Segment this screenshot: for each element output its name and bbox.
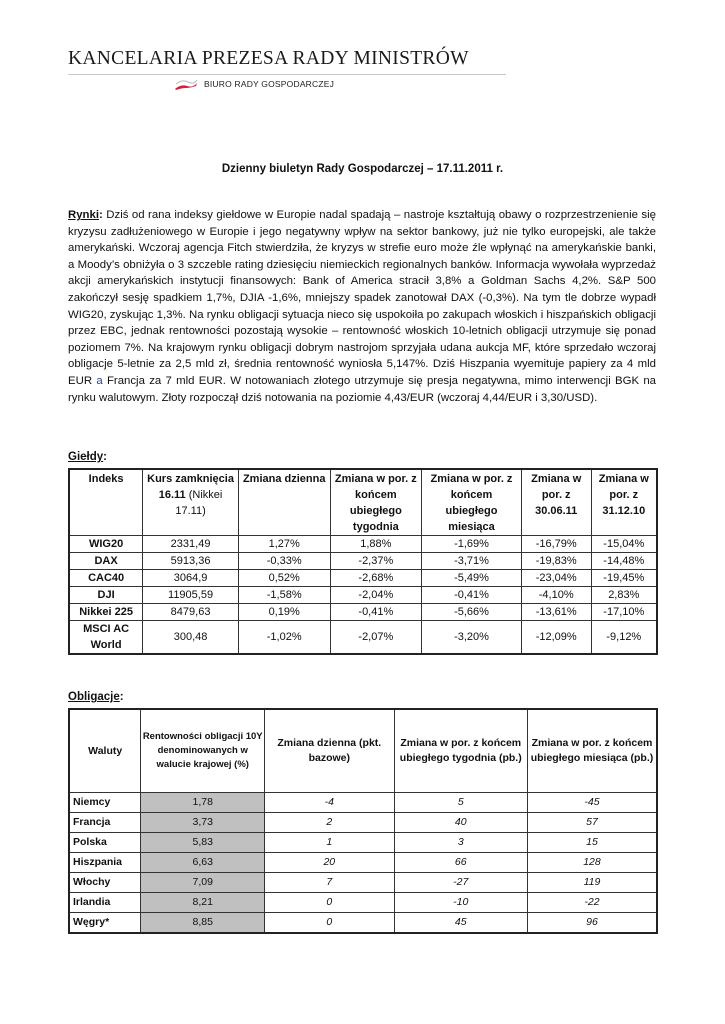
bonds-cell-country: Hiszpania [69, 853, 141, 873]
stocks-cell-daily: 1,27% [238, 536, 330, 553]
stocks-cell-week: -2,04% [330, 587, 422, 604]
col-daily: Zmiana dzienna [238, 469, 330, 536]
stocks-cell-since-jun: -13,61% [521, 604, 591, 621]
stocks-cell-month: -5,49% [422, 570, 522, 587]
stocks-cell-since-dec: -15,04% [591, 536, 657, 553]
stocks-cell-name: WIG20 [69, 536, 143, 553]
bonds-cell-month: 119 [527, 873, 657, 893]
department-name: BIURO RADY GOSPODARCZEJ [204, 79, 335, 89]
bonds-cell-yield: 8,21 [141, 893, 265, 913]
stocks-cell-daily: -0,33% [238, 553, 330, 570]
stocks-cell-daily: -1,58% [238, 587, 330, 604]
stocks-cell-close: 8479,63 [143, 604, 239, 621]
stocks-row [69, 604, 657, 621]
col-month: Zmiana w por. z końcem ubiegłego miesiąca [422, 469, 522, 536]
bonds-row [69, 853, 657, 873]
bonds-row [69, 893, 657, 913]
markets-paragraph: Rynki: Dziś od rana indeksy giełdowe w Europie nadal spadają – nastroje kształtują obawy o rozprzestrzenienie się kryzysu zadłużeniowego w Europie i jego negatywny wpływ na sektor bankowy, już nie tylko europejski, ale także amerykański. Wczoraj agencja Fitch stwierdziła, że kryzys w strefie euro może źle wpłynąć na amerykańskie banki, a Moody’s obniżyła o 3 szczeble rating dziesięciu niemieckich regionalnych banków. Informacja wywołała wyprzedaż akcji amerykańskich instytucji finansowych: Bank of America stracił 3,8% a Goldman Sachs 4,2%. S&P 500 zakończył sesję spadkiem 1,7%, DJIA -1,6%, mniejszy spadek zanotował DAX (-0,3%). Na tym tle dobrze wypadł WIG20, zyskując 1,3%. Na rynku obligacji sytuacja nieco się uspokoiła po zakupach włoskich i hiszpańskich obligacji przez EBC, jednak rentowności pozostają wysokie – rentowność włoskich 10-letnich obligacji utrzymuje się ponad poziomem 7%. Na krajowym rynku obligacji dobrym nastrojom sprzyjała udana aukcja MF, które sprzedało wczoraj obligacje 5-letnie za 2,5 mld zł, średnia rentowność wyniosła 5,147%. Dziś Hiszpania wyemituje papiery za 4 mld EUR a Francja za 7 mld EUR. W notowaniach złotego utrzymuje się presja negatywna, mimo interwencji BGK na rynku walutowym. Złoty rozpoczął dziś notowania na poziomie 4,43/EUR (wczoraj 4,44/EUR i 3,30/USD). [68, 209, 656, 404]
stocks-section-label: Giełdy: [68, 451, 107, 463]
stocks-cell-week: -0,41% [330, 604, 422, 621]
stocks-cell-name: Nikkei 225 [69, 604, 143, 621]
stocks-cell-month: -1,69% [422, 536, 522, 553]
stocks-cell-name: DJI [69, 587, 143, 604]
bonds-cell-month: -22 [527, 893, 657, 913]
col-currency: Waluty [69, 709, 141, 793]
bonds-cell-yield: 7,09 [141, 873, 265, 893]
stocks-row [69, 570, 657, 587]
bonds-cell-daily: -4 [265, 793, 394, 813]
stocks-cell-week: -2,68% [330, 570, 422, 587]
markets-label: Rynki [68, 209, 100, 221]
bonds-cell-yield: 5,83 [141, 833, 265, 853]
bonds-cell-month: 57 [527, 813, 657, 833]
stocks-cell-since-dec: -17,10% [591, 604, 657, 621]
stocks-row [69, 553, 657, 570]
letterhead [68, 48, 508, 89]
bonds-cell-daily: 1 [265, 833, 394, 853]
stocks-cell-week: 1,88% [330, 536, 422, 553]
stocks-cell-close: 3064,9 [143, 570, 239, 587]
stocks-cell-month: -0,41% [422, 587, 522, 604]
bonds-row [69, 793, 657, 813]
stocks-cell-daily: 0,52% [238, 570, 330, 587]
stocks-table [68, 468, 658, 655]
col-bond-daily: Zmiana dzienna (pkt. bazowe) [265, 709, 394, 793]
bonds-cell-daily: 20 [265, 853, 394, 873]
stocks-cell-since-jun: -16,79% [521, 536, 591, 553]
stocks-cell-name: CAC40 [69, 570, 143, 587]
stocks-header-row [69, 469, 657, 536]
col-since-dec: Zmiana w por. z 31.12.10 [591, 469, 657, 536]
stocks-cell-since-dec: -19,45% [591, 570, 657, 587]
polish-flag-ribbon-icon [174, 78, 198, 90]
bonds-cell-country: Włochy [69, 873, 141, 893]
bonds-cell-month: 15 [527, 833, 657, 853]
bonds-row [69, 873, 657, 893]
stocks-cell-since-jun: -12,09% [521, 621, 591, 655]
col-index: Indeks [69, 469, 143, 536]
stocks-cell-since-dec: -9,12% [591, 621, 657, 655]
bonds-row [69, 813, 657, 833]
department-row [174, 78, 334, 90]
bonds-cell-week: 66 [394, 853, 527, 873]
bonds-cell-week: 45 [394, 913, 527, 934]
bonds-cell-yield: 3,73 [141, 813, 265, 833]
stocks-cell-since-dec: -14,48% [591, 553, 657, 570]
stocks-cell-month: -3,20% [422, 621, 522, 655]
bonds-cell-daily: 0 [265, 913, 394, 934]
col-since-jun: Zmiana w por. z 30.06.11 [521, 469, 591, 536]
bonds-cell-week: 3 [394, 833, 527, 853]
bonds-header-row [69, 709, 657, 793]
bonds-cell-country: Węgry* [69, 913, 141, 934]
col-week: Zmiana w por. z końcem ubiegłego tygodnia [330, 469, 422, 536]
stocks-cell-name: MSCI AC World [69, 621, 143, 655]
stocks-cell-close: 5913,36 [143, 553, 239, 570]
stocks-cell-week: -2,07% [330, 621, 422, 655]
bulletin-title: Dzienny biuletyn Rady Gospodarczej – 17.11.2011 r. [221, 163, 504, 175]
stocks-cell-since-jun: -4,10% [521, 587, 591, 604]
bonds-cell-month: 128 [527, 853, 657, 873]
stocks-cell-name: DAX [69, 553, 143, 570]
stocks-cell-close: 300,48 [143, 621, 239, 655]
bonds-cell-yield: 6,63 [141, 853, 265, 873]
stocks-cell-since-dec: 2,83% [591, 587, 657, 604]
bonds-row [69, 833, 657, 853]
bonds-cell-week: -27 [394, 873, 527, 893]
bonds-cell-daily: 7 [265, 873, 394, 893]
organization-name: KANCELARIA PREZESA RADY MINISTRÓW [68, 48, 469, 69]
col-close: Kurs zamknięcia 16.11 (Nikkei 17.11) [143, 469, 239, 536]
stocks-row [69, 536, 657, 553]
bonds-cell-week: -10 [394, 893, 527, 913]
bonds-cell-country: Polska [69, 833, 141, 853]
stocks-row [69, 621, 657, 655]
bonds-cell-yield: 8,85 [141, 913, 265, 934]
stocks-cell-close: 11905,59 [143, 587, 239, 604]
stocks-cell-since-jun: -19,83% [521, 553, 591, 570]
bonds-cell-country: Francja [69, 813, 141, 833]
stocks-cell-month: -5,66% [422, 604, 522, 621]
col-bond-month: Zmiana w por. z końcem ubiegłego miesiąca (pb.) [527, 709, 657, 793]
markets-text-1: Dziś od rana indeksy giełdowe w Europie nadal spadają – nastroje kształtują obawy o rozprzestrzenienie się kryzysu zadłużeniowego w Europie i jego negatywny wpływ na sektor bankowy, już nie tylko europejski, ale także amerykański. Wczoraj agencja Fitch stwierdziła, że kryzys w strefie euro może źle wpłynąć na amerykańskie banki, a Moody’s obniżyła o 3 szczeble rating dziesięciu niemieckich regionalnych banków. Informacja wywołała wyprzedaż akcji amerykańskich instytucji finansowych: Bank of America stracił 3,8% a Goldman Sachs 4,2%. S&P 500 zakończył sesję spadkiem 1,7%, DJIA -1,6%, mniejszy spadek zanotował DAX (-0,3%). Na tym tle dobrze wypadł WIG20, zyskując 1,3%. Na rynku obligacji sytuacja nieco się uspokoiła po zakupach włoskich i hiszpańskich obligacji przez EBC, jednak rentowności pozostają wysokie – rentowność włoskich 10-letnich obligacji utrzymuje się ponad poziomem 7%. Na krajowym rynku obligacji dobrym nastrojom sprzyjała udana aukcja MF, które sprzedało wczoraj obligacje 5-letnie za 2,5 mld zł, średnia rentowność wyniosła 5,147%. Dziś Hiszpania wyemituje papiery za 4 mld EUR [68, 209, 656, 387]
bonds-cell-country: Irlandia [69, 893, 141, 913]
bonds-cell-yield: 1,78 [141, 793, 265, 813]
stocks-cell-week: -2,37% [330, 553, 422, 570]
col-yield: Rentowności obligacji 10Y denominowanych w walucie krajowej (%) [141, 709, 265, 793]
bonds-cell-country: Niemcy [69, 793, 141, 813]
bonds-cell-daily: 2 [265, 813, 394, 833]
stocks-cell-since-jun: -23,04% [521, 570, 591, 587]
bonds-table [68, 708, 658, 934]
markets-text-2: Francja za 7 mld EUR. W notowaniach złotego utrzymuje się presja negatywna, mimo interwencji BGK na rynku walutowym. Złoty rozpoczął dziś notowania na poziomie 4,43/EUR (wczoraj 4,44/EUR i 3,30/USD). [68, 374, 656, 404]
header-divider [68, 74, 506, 75]
stocks-row [69, 587, 657, 604]
stocks-cell-month: -3,71% [422, 553, 522, 570]
bonds-section-label: Obligacje: [68, 691, 124, 703]
bonds-row [69, 913, 657, 934]
bonds-cell-month: -45 [527, 793, 657, 813]
stocks-cell-close: 2331,49 [143, 536, 239, 553]
bonds-cell-week: 40 [394, 813, 527, 833]
bonds-cell-month: 96 [527, 913, 657, 934]
stocks-cell-daily: 0,19% [238, 604, 330, 621]
bonds-cell-week: 5 [394, 793, 527, 813]
bonds-cell-daily: 0 [265, 893, 394, 913]
markets-blue-word: a [96, 374, 103, 387]
col-bond-week: Zmiana w por. z końcem ubiegłego tygodnia (pb.) [394, 709, 527, 793]
stocks-cell-daily: -1,02% [238, 621, 330, 655]
